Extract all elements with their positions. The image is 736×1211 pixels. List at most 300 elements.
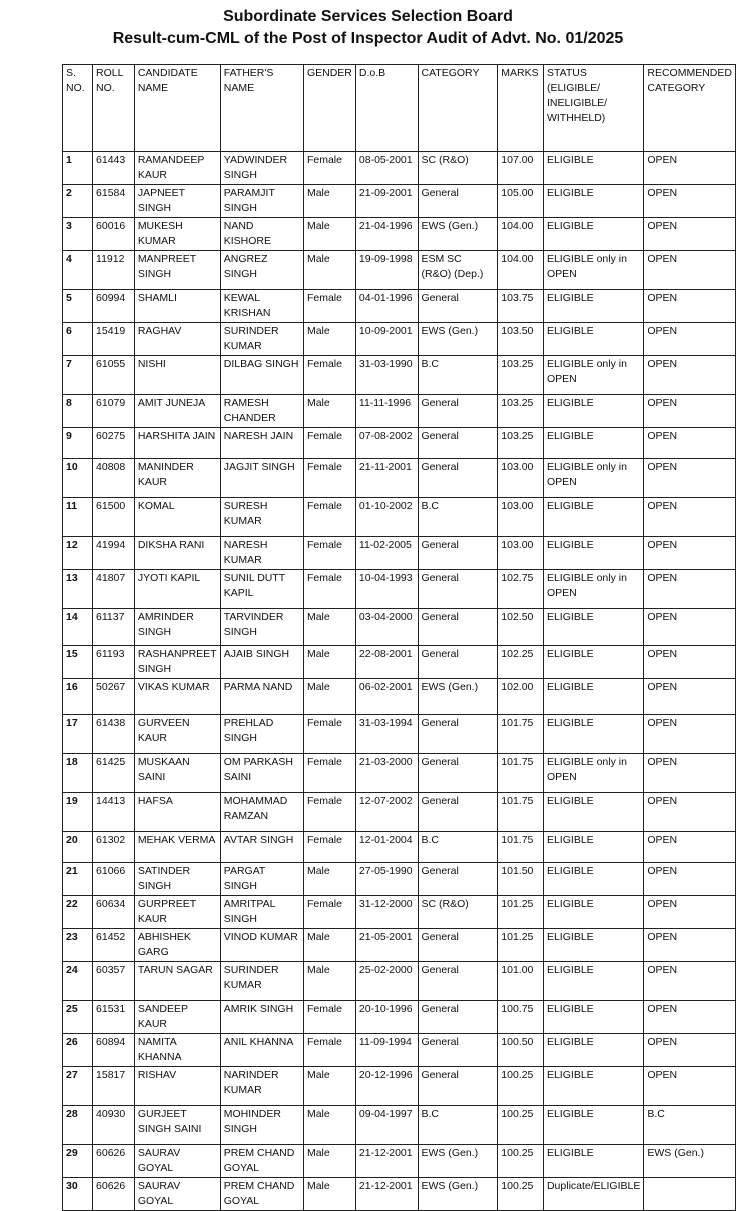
cell-father-name: MOHAMMAD RAMZAN	[220, 793, 303, 832]
col-header-marks: MARKS	[498, 65, 544, 152]
cell-candidate-name: NAMITA KHANNA	[134, 1034, 220, 1067]
cell-dob: 21-12-2001	[355, 1145, 418, 1178]
cell-recommended: OPEN	[644, 570, 736, 609]
cell-dob: 11-09-1994	[355, 1034, 418, 1067]
cell-category: General	[418, 570, 498, 609]
cell-recommended: OPEN	[644, 646, 736, 679]
cell-sno: 27	[63, 1067, 93, 1106]
cell-sno: 8	[63, 395, 93, 428]
cell-recommended: OPEN	[644, 323, 736, 356]
cell-father-name: SURINDER KUMAR	[220, 323, 303, 356]
cell-recommended: EWS (Gen.)	[644, 1145, 736, 1178]
cell-category: B.C	[418, 498, 498, 537]
cell-candidate-name: SHAMLI	[134, 290, 220, 323]
col-header-candidate: CANDIDATE NAME	[134, 65, 220, 152]
cell-marks: 101.25	[498, 896, 544, 929]
cell-recommended: OPEN	[644, 428, 736, 459]
cell-gender: Female	[303, 754, 355, 793]
cell-gender: Male	[303, 1178, 355, 1211]
cell-dob: 10-04-1993	[355, 570, 418, 609]
cell-candidate-name: JYOTI KAPIL	[134, 570, 220, 609]
cell-marks: 104.00	[498, 251, 544, 290]
cell-roll-no: 60357	[93, 962, 135, 1001]
cell-dob: 20-10-1996	[355, 1001, 418, 1034]
cell-candidate-name: SANDEEP KAUR	[134, 1001, 220, 1034]
cell-dob: 09-04-1997	[355, 1106, 418, 1145]
cell-candidate-name: RASHANPREET SINGH	[134, 646, 220, 679]
cell-recommended: OPEN	[644, 1001, 736, 1034]
table-row	[63, 251, 736, 290]
cell-candidate-name: SAURAV GOYAL	[134, 1178, 220, 1211]
cell-marks: 103.25	[498, 395, 544, 428]
cell-candidate-name: GURPREET KAUR	[134, 896, 220, 929]
table-row	[63, 1001, 736, 1034]
cell-father-name: NAND KISHORE	[220, 218, 303, 251]
cell-candidate-name: MUSKAAN SAINI	[134, 754, 220, 793]
cell-candidate-name: GURJEET SINGH SAINI	[134, 1106, 220, 1145]
cell-dob: 25-02-2000	[355, 962, 418, 1001]
cell-marks: 101.75	[498, 754, 544, 793]
cell-roll-no: 11912	[93, 251, 135, 290]
cell-father-name: PREHLAD SINGH	[220, 715, 303, 754]
cell-gender: Male	[303, 929, 355, 962]
cell-category: General	[418, 395, 498, 428]
table-row	[63, 863, 736, 896]
cell-roll-no: 61452	[93, 929, 135, 962]
cell-roll-no: 60016	[93, 218, 135, 251]
cell-gender: Male	[303, 1145, 355, 1178]
cell-marks: 100.25	[498, 1067, 544, 1106]
cell-sno: 3	[63, 218, 93, 251]
cell-roll-no: 60275	[93, 428, 135, 459]
cell-gender: Male	[303, 1106, 355, 1145]
table-row	[63, 679, 736, 715]
cell-status: ELIGIBLE	[543, 290, 643, 323]
cell-category: General	[418, 459, 498, 498]
cell-dob: 20-12-1996	[355, 1067, 418, 1106]
cell-dob: 04-01-1996	[355, 290, 418, 323]
cell-dob: 10-09-2001	[355, 323, 418, 356]
table-row	[63, 323, 736, 356]
cell-roll-no: 15817	[93, 1067, 135, 1106]
cell-status: ELIGIBLE	[543, 185, 643, 218]
col-header-dob: D.o.B	[355, 65, 418, 152]
cell-gender: Female	[303, 459, 355, 498]
table-row	[63, 185, 736, 218]
cell-marks: 107.00	[498, 152, 544, 185]
cell-candidate-name: AMRINDER SINGH	[134, 609, 220, 646]
cell-sno: 20	[63, 832, 93, 863]
cell-father-name: NARINDER KUMAR	[220, 1067, 303, 1106]
cell-recommended: OPEN	[644, 356, 736, 395]
cell-category: General	[418, 609, 498, 646]
cell-dob: 07-08-2002	[355, 428, 418, 459]
cell-sno: 10	[63, 459, 93, 498]
cell-status: ELIGIBLE only in OPEN	[543, 754, 643, 793]
cell-dob: 31-03-1994	[355, 715, 418, 754]
cell-dob: 06-02-2001	[355, 679, 418, 715]
cell-father-name: NARESH KUMAR	[220, 537, 303, 570]
cell-dob: 31-12-2000	[355, 896, 418, 929]
cell-roll-no: 41807	[93, 570, 135, 609]
cell-father-name: AJAIB SINGH	[220, 646, 303, 679]
cell-gender: Male	[303, 395, 355, 428]
cell-category: General	[418, 1067, 498, 1106]
cell-marks: 100.75	[498, 1001, 544, 1034]
result-subtitle: Result-cum-CML of the Post of Inspector Audit of Advt. No. 01/2025	[112, 30, 624, 47]
cell-sno: 11	[63, 498, 93, 537]
table-row	[63, 290, 736, 323]
table-row	[63, 218, 736, 251]
cell-roll-no: 61066	[93, 863, 135, 896]
cell-marks: 101.75	[498, 793, 544, 832]
cell-sno: 14	[63, 609, 93, 646]
cell-father-name: RAMESH CHANDER	[220, 395, 303, 428]
cell-sno: 17	[63, 715, 93, 754]
table-row	[63, 395, 736, 428]
cell-recommended: OPEN	[644, 793, 736, 832]
cell-candidate-name: ABHISHEK GARG	[134, 929, 220, 962]
cell-category: General	[418, 1001, 498, 1034]
cell-candidate-name: AMIT JUNEJA	[134, 395, 220, 428]
cell-gender: Male	[303, 962, 355, 1001]
cell-status: ELIGIBLE	[543, 498, 643, 537]
col-header-sno: S. NO.	[63, 65, 93, 152]
cell-category: ESM SC (R&O) (Dep.)	[418, 251, 498, 290]
cell-sno: 12	[63, 537, 93, 570]
col-header-status: STATUS (ELIGIBLE/ INELIGIBLE/ WITHHELD)	[543, 65, 643, 152]
cell-father-name: YADWINDER SINGH	[220, 152, 303, 185]
cell-gender: Female	[303, 1034, 355, 1067]
cell-recommended: OPEN	[644, 537, 736, 570]
table-row	[63, 754, 736, 793]
cell-category: General	[418, 929, 498, 962]
cell-status: ELIGIBLE	[543, 646, 643, 679]
cell-roll-no: 60634	[93, 896, 135, 929]
cell-gender: Female	[303, 715, 355, 754]
cell-category: SC (R&O)	[418, 152, 498, 185]
cell-roll-no: 61137	[93, 609, 135, 646]
table-row	[63, 1034, 736, 1067]
table-row	[63, 832, 736, 863]
document-heading	[0, 6, 736, 50]
cell-dob: 31-03-1990	[355, 356, 418, 395]
cell-sno: 24	[63, 962, 93, 1001]
cell-gender: Female	[303, 570, 355, 609]
table-row	[63, 459, 736, 498]
cell-status: Duplicate/ELIGIBLE	[543, 1178, 643, 1211]
cell-gender: Female	[303, 290, 355, 323]
cell-recommended: OPEN	[644, 863, 736, 896]
cell-recommended: OPEN	[644, 1067, 736, 1106]
cell-status: ELIGIBLE	[543, 537, 643, 570]
cell-recommended: OPEN	[644, 609, 736, 646]
cell-recommended: OPEN	[644, 715, 736, 754]
cell-roll-no: 40930	[93, 1106, 135, 1145]
table-row	[63, 570, 736, 609]
board-title: Subordinate Services Selection Board	[223, 8, 513, 25]
cell-dob: 11-11-1996	[355, 395, 418, 428]
cell-sno: 7	[63, 356, 93, 395]
col-header-father: FATHER'S NAME	[220, 65, 303, 152]
cell-roll-no: 61425	[93, 754, 135, 793]
cell-sno: 26	[63, 1034, 93, 1067]
results-table	[62, 64, 736, 1211]
cell-status: ELIGIBLE	[543, 863, 643, 896]
cell-gender: Female	[303, 793, 355, 832]
cell-category: General	[418, 863, 498, 896]
cell-category: EWS (Gen.)	[418, 323, 498, 356]
cell-sno: 19	[63, 793, 93, 832]
cell-marks: 103.25	[498, 428, 544, 459]
cell-dob: 03-04-2000	[355, 609, 418, 646]
cell-marks: 103.00	[498, 537, 544, 570]
cell-sno: 4	[63, 251, 93, 290]
cell-dob: 11-02-2005	[355, 537, 418, 570]
cell-sno: 23	[63, 929, 93, 962]
cell-gender: Male	[303, 679, 355, 715]
cell-sno: 16	[63, 679, 93, 715]
cell-dob: 21-03-2000	[355, 754, 418, 793]
table-row	[63, 152, 736, 185]
cell-candidate-name: NISHI	[134, 356, 220, 395]
cell-sno: 5	[63, 290, 93, 323]
cell-roll-no: 61438	[93, 715, 135, 754]
cell-gender: Male	[303, 323, 355, 356]
cell-roll-no: 61531	[93, 1001, 135, 1034]
cell-gender: Male	[303, 646, 355, 679]
cell-sno: 21	[63, 863, 93, 896]
cell-category: EWS (Gen.)	[418, 679, 498, 715]
cell-candidate-name: HARSHITA JAIN	[134, 428, 220, 459]
cell-roll-no: 15419	[93, 323, 135, 356]
cell-marks: 102.25	[498, 646, 544, 679]
col-header-recommended: RECOMMENDED CATEGORY	[644, 65, 736, 152]
table-row	[63, 1145, 736, 1178]
cell-candidate-name: MUKESH KUMAR	[134, 218, 220, 251]
col-header-category: CATEGORY	[418, 65, 498, 152]
cell-roll-no: 61055	[93, 356, 135, 395]
cell-sno: 6	[63, 323, 93, 356]
cell-marks: 101.75	[498, 715, 544, 754]
cell-sno: 2	[63, 185, 93, 218]
cell-recommended: OPEN	[644, 251, 736, 290]
cell-recommended: OPEN	[644, 152, 736, 185]
cell-category: General	[418, 1034, 498, 1067]
table-row	[63, 793, 736, 832]
cell-gender: Female	[303, 896, 355, 929]
cell-status: ELIGIBLE	[543, 609, 643, 646]
cell-marks: 104.00	[498, 218, 544, 251]
cell-recommended: OPEN	[644, 290, 736, 323]
cell-status: ELIGIBLE	[543, 1145, 643, 1178]
cell-status: ELIGIBLE	[543, 323, 643, 356]
cell-candidate-name: KOMAL	[134, 498, 220, 537]
cell-recommended: OPEN	[644, 832, 736, 863]
cell-status: ELIGIBLE	[543, 1034, 643, 1067]
cell-father-name: PREM CHAND GOYAL	[220, 1178, 303, 1211]
cell-gender: Male	[303, 1067, 355, 1106]
cell-roll-no: 60626	[93, 1145, 135, 1178]
cell-status: ELIGIBLE only in OPEN	[543, 356, 643, 395]
cell-father-name: ANGREZ SINGH	[220, 251, 303, 290]
cell-dob: 22-08-2001	[355, 646, 418, 679]
cell-dob: 01-10-2002	[355, 498, 418, 537]
cell-status: ELIGIBLE	[543, 1001, 643, 1034]
cell-candidate-name: SATINDER SINGH	[134, 863, 220, 896]
cell-marks: 103.50	[498, 323, 544, 356]
cell-status: ELIGIBLE	[543, 395, 643, 428]
table-row	[63, 715, 736, 754]
cell-gender: Female	[303, 152, 355, 185]
cell-dob: 08-05-2001	[355, 152, 418, 185]
cell-candidate-name: VIKAS KUMAR	[134, 679, 220, 715]
cell-recommended: OPEN	[644, 395, 736, 428]
cell-status: ELIGIBLE	[543, 962, 643, 1001]
cell-candidate-name: HAFSA	[134, 793, 220, 832]
cell-father-name: SURINDER KUMAR	[220, 962, 303, 1001]
cell-sno: 15	[63, 646, 93, 679]
cell-dob: 21-09-2001	[355, 185, 418, 218]
cell-gender: Female	[303, 428, 355, 459]
cell-recommended: OPEN	[644, 185, 736, 218]
cell-recommended: OPEN	[644, 218, 736, 251]
cell-roll-no: 41994	[93, 537, 135, 570]
cell-category: General	[418, 754, 498, 793]
cell-category: SC (R&O)	[418, 896, 498, 929]
cell-category: B.C	[418, 356, 498, 395]
cell-sno: 25	[63, 1001, 93, 1034]
cell-status: ELIGIBLE only in OPEN	[543, 251, 643, 290]
cell-roll-no: 50267	[93, 679, 135, 715]
cell-marks: 100.50	[498, 1034, 544, 1067]
cell-status: ELIGIBLE	[543, 679, 643, 715]
cell-candidate-name: MANINDER KAUR	[134, 459, 220, 498]
table-row	[63, 646, 736, 679]
cell-status: ELIGIBLE	[543, 929, 643, 962]
cell-father-name: AVTAR SINGH	[220, 832, 303, 863]
cell-sno: 29	[63, 1145, 93, 1178]
table-header-row	[63, 65, 736, 152]
table-row	[63, 428, 736, 459]
cell-category: General	[418, 962, 498, 1001]
cell-status: ELIGIBLE	[543, 896, 643, 929]
cell-category: General	[418, 185, 498, 218]
cell-sno: 1	[63, 152, 93, 185]
table-row	[63, 896, 736, 929]
table-body	[63, 152, 736, 1211]
table-row	[63, 1067, 736, 1106]
cell-gender: Female	[303, 1001, 355, 1034]
cell-recommended: B.C	[644, 1106, 736, 1145]
cell-category: EWS (Gen.)	[418, 1145, 498, 1178]
cell-sno: 28	[63, 1106, 93, 1145]
cell-category: EWS (Gen.)	[418, 1178, 498, 1211]
cell-gender: Male	[303, 218, 355, 251]
table-row	[63, 962, 736, 1001]
cell-dob: 21-05-2001	[355, 929, 418, 962]
cell-father-name: PARAMJIT SINGH	[220, 185, 303, 218]
cell-father-name: PARGAT SINGH	[220, 863, 303, 896]
cell-father-name: PREM CHAND GOYAL	[220, 1145, 303, 1178]
cell-roll-no: 40808	[93, 459, 135, 498]
cell-candidate-name: MEHAK VERMA	[134, 832, 220, 863]
cell-category: B.C	[418, 832, 498, 863]
cell-dob: 12-07-2002	[355, 793, 418, 832]
cell-father-name: VINOD KUMAR	[220, 929, 303, 962]
table-row	[63, 929, 736, 962]
cell-sno: 30	[63, 1178, 93, 1211]
cell-marks: 103.25	[498, 356, 544, 395]
table-row	[63, 1106, 736, 1145]
cell-dob: 21-11-2001	[355, 459, 418, 498]
cell-recommended: OPEN	[644, 498, 736, 537]
cell-sno: 22	[63, 896, 93, 929]
cell-marks: 101.50	[498, 863, 544, 896]
table-row	[63, 356, 736, 395]
cell-father-name: OM PARKASH SAINI	[220, 754, 303, 793]
cell-father-name: AMRIK SINGH	[220, 1001, 303, 1034]
cell-gender: Male	[303, 609, 355, 646]
cell-recommended: OPEN	[644, 896, 736, 929]
cell-recommended: OPEN	[644, 459, 736, 498]
cell-dob: 27-05-1990	[355, 863, 418, 896]
cell-category: General	[418, 428, 498, 459]
cell-status: ELIGIBLE	[543, 218, 643, 251]
cell-roll-no: 14413	[93, 793, 135, 832]
cell-father-name: SUNIL DUTT KAPIL	[220, 570, 303, 609]
cell-candidate-name: GURVEEN KAUR	[134, 715, 220, 754]
cell-father-name: SURESH KUMAR	[220, 498, 303, 537]
cell-father-name: DILBAG SINGH	[220, 356, 303, 395]
cell-father-name: KEWAL KRISHAN	[220, 290, 303, 323]
cell-candidate-name: SAURAV GOYAL	[134, 1145, 220, 1178]
cell-dob: 12-01-2004	[355, 832, 418, 863]
cell-gender: Female	[303, 832, 355, 863]
cell-recommended: OPEN	[644, 929, 736, 962]
cell-candidate-name: MANPREET SINGH	[134, 251, 220, 290]
cell-marks: 101.00	[498, 962, 544, 1001]
cell-father-name: AMRITPAL SINGH	[220, 896, 303, 929]
cell-status: ELIGIBLE	[543, 152, 643, 185]
cell-dob: 19-09-1998	[355, 251, 418, 290]
cell-father-name: TARVINDER SINGH	[220, 609, 303, 646]
cell-category: General	[418, 537, 498, 570]
cell-roll-no: 60894	[93, 1034, 135, 1067]
cell-sno: 13	[63, 570, 93, 609]
cell-father-name: MOHINDER SINGH	[220, 1106, 303, 1145]
cell-status: ELIGIBLE only in OPEN	[543, 459, 643, 498]
cell-gender: Female	[303, 356, 355, 395]
cell-category: General	[418, 715, 498, 754]
cell-category: General	[418, 793, 498, 832]
cell-marks: 101.75	[498, 832, 544, 863]
cell-roll-no: 60994	[93, 290, 135, 323]
cell-status: ELIGIBLE	[543, 793, 643, 832]
cell-candidate-name: RAMANDEEP KAUR	[134, 152, 220, 185]
cell-recommended	[644, 1178, 736, 1211]
col-header-gender: GENDER	[303, 65, 355, 152]
cell-marks: 103.00	[498, 498, 544, 537]
cell-gender: Female	[303, 537, 355, 570]
cell-gender: Female	[303, 498, 355, 537]
cell-roll-no: 60626	[93, 1178, 135, 1211]
cell-gender: Male	[303, 251, 355, 290]
cell-category: EWS (Gen.)	[418, 218, 498, 251]
cell-status: ELIGIBLE	[543, 832, 643, 863]
cell-roll-no: 61079	[93, 395, 135, 428]
cell-recommended: OPEN	[644, 1034, 736, 1067]
